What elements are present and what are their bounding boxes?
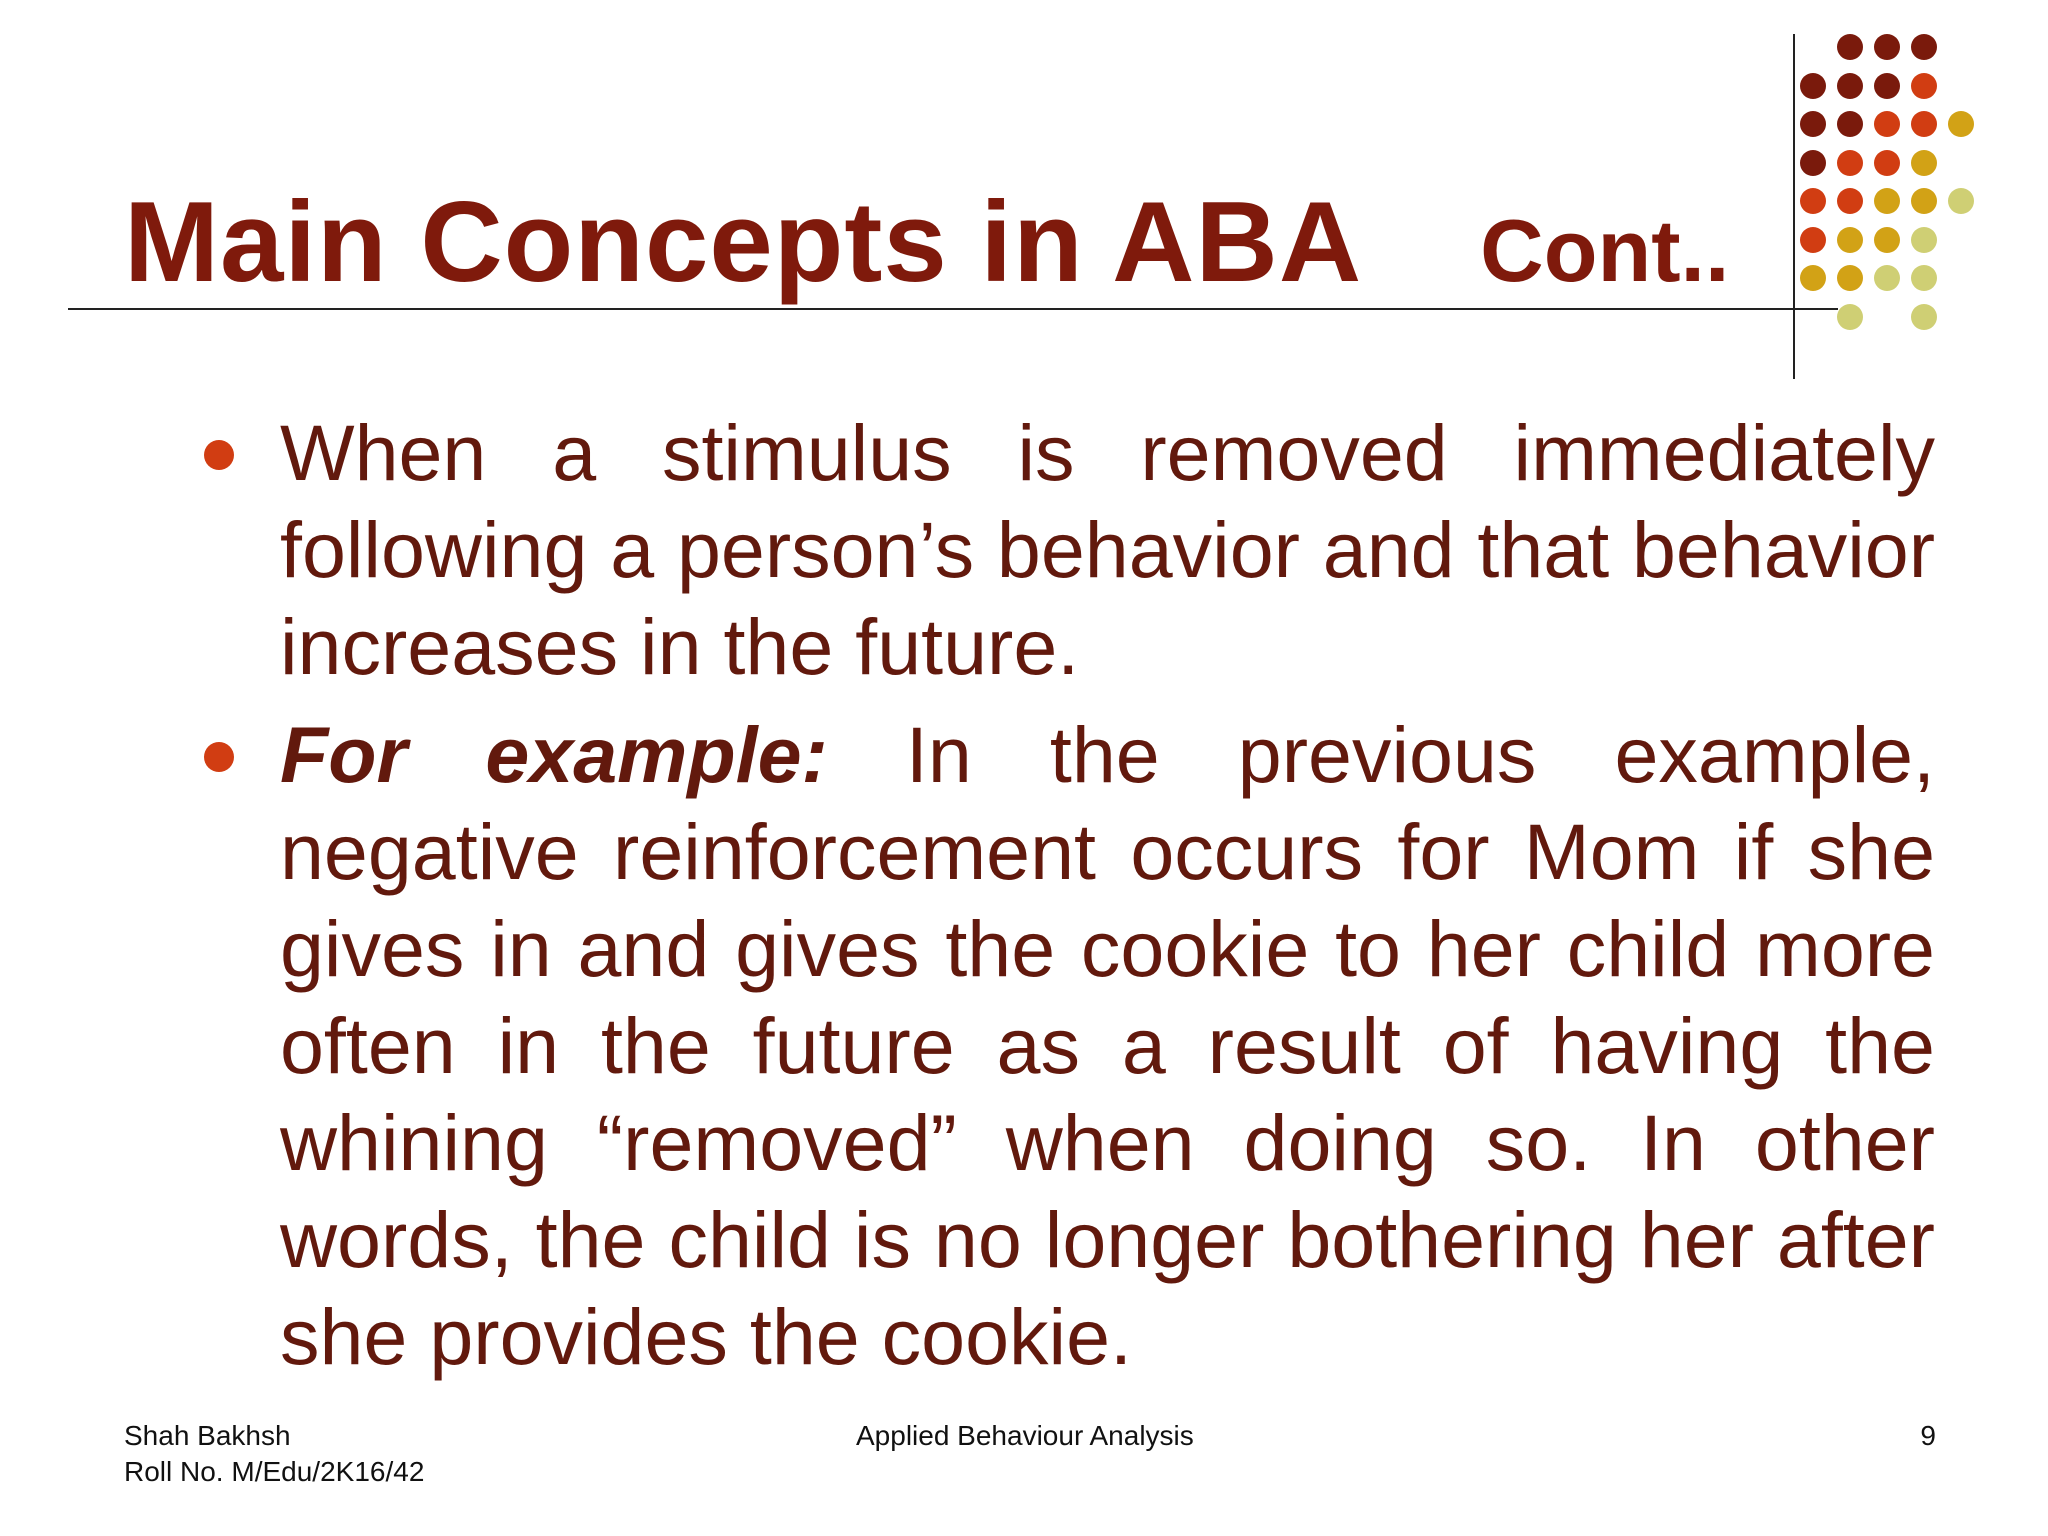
decorative-dot — [1874, 265, 1900, 291]
decorative-dot-grid — [1800, 28, 2040, 338]
bullet-icon — [204, 440, 234, 470]
title-main: Main Concepts in ABA — [124, 179, 1363, 306]
decorative-dot — [1837, 150, 1863, 176]
decorative-dot — [1800, 188, 1826, 214]
decorative-dot — [1874, 34, 1900, 60]
decorative-dot — [1800, 265, 1826, 291]
decorative-dot — [1800, 150, 1826, 176]
decorative-dot — [1837, 188, 1863, 214]
decorative-dot — [1911, 73, 1937, 99]
decorative-dot — [1800, 227, 1826, 253]
bullet-item-2 — [200, 706, 1935, 1385]
decorative-dot — [1911, 304, 1937, 330]
footer-author-block — [124, 1418, 424, 1490]
title-underline — [68, 308, 1838, 310]
decorative-dot — [1837, 111, 1863, 137]
decorative-dot — [1911, 34, 1937, 60]
bullet-icon — [204, 742, 234, 772]
footer-roll-no: Roll No. M/Edu/2K16/42 — [124, 1456, 425, 1487]
decorative-dot — [1948, 111, 1974, 137]
decorative-dot — [1874, 150, 1900, 176]
decorative-dot — [1911, 111, 1937, 137]
bullet-item-1 — [200, 404, 1935, 695]
decorative-dot — [1874, 111, 1900, 137]
decorative-dot — [1911, 150, 1937, 176]
decorative-dot — [1837, 265, 1863, 291]
decorative-dot — [1837, 34, 1863, 60]
slide-body — [200, 404, 1940, 1396]
example-label: For example: — [280, 710, 828, 799]
decorative-dot — [1948, 188, 1974, 214]
decorative-dot — [1911, 265, 1937, 291]
page-number: 9 — [1920, 1420, 1936, 1451]
decorative-dot — [1911, 227, 1937, 253]
decorative-dot — [1874, 188, 1900, 214]
decorative-dot — [1800, 73, 1826, 99]
slide-title — [124, 178, 1804, 308]
decorative-dot — [1837, 304, 1863, 330]
decorative-dot — [1800, 111, 1826, 137]
title-suffix: Cont.. — [1480, 201, 1730, 300]
decorative-dot — [1837, 73, 1863, 99]
decorative-dot — [1874, 73, 1900, 99]
decorative-dot — [1874, 227, 1900, 253]
bullet-text: In the previous example, negative reinforcement occurs for Mom if she gives in and gives the cookie to her child more often in the future as a result of having the whining “removed” when doing so. In other words, the child is no longer bothering her after she provides the cookie. — [280, 710, 1935, 1381]
footer-course: Applied Behaviour Analysis — [856, 1420, 1194, 1451]
bullet-text: When a stimulus is removed immediately following a person’s behavior and that behavior increases in the future. — [280, 408, 1935, 691]
footer-author: Shah Bakhsh — [124, 1420, 291, 1451]
decorative-dot — [1837, 227, 1863, 253]
vertical-divider — [1793, 34, 1795, 379]
decorative-dot — [1911, 188, 1937, 214]
